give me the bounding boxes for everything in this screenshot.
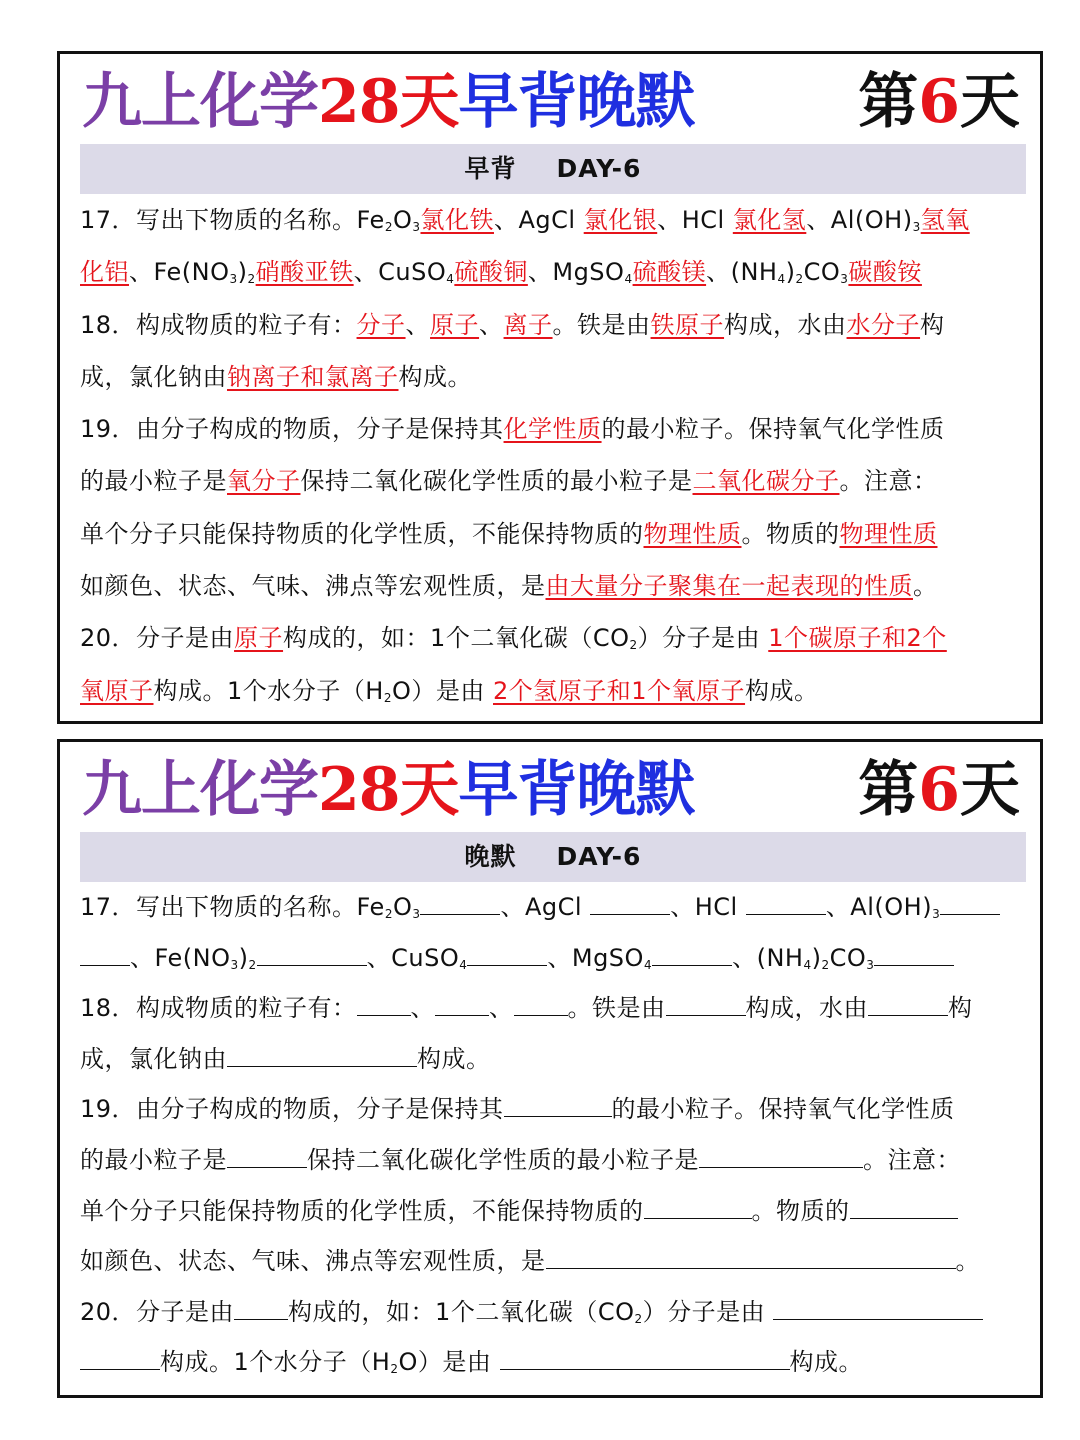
question-list — [60, 882, 1040, 1388]
answer: 硫酸镁 — [632, 258, 707, 287]
q19-line3: 单个分子只能保持物质的化学性质，不能保持物质的 。物质的 — [80, 1186, 1026, 1237]
title-day — [858, 60, 1020, 144]
answer: 氯化铁 — [420, 206, 494, 234]
answer-blank[interactable] — [666, 997, 746, 1016]
q17-line1: 17．写出下物质的名称。$Fe_2O_3$氯化铁、AgCl 氯化银、HCl 氯化氢、$Al(OH)_3$氢氧 — [80, 206, 970, 234]
section-label: 晚默 — [464, 842, 517, 871]
answer: 物理性质 — [643, 519, 742, 548]
q19-line1: 19．由分子构成的物质，分子是保持其 的最小粒子。保持氧气化学性质 — [80, 1095, 955, 1124]
answer-blank[interactable] — [644, 1200, 752, 1219]
answer-blank[interactable] — [435, 997, 489, 1016]
answer-blank[interactable] — [80, 947, 130, 966]
day-number: 6 — [918, 755, 960, 825]
answer: 二氧化碳分子 — [692, 467, 840, 496]
day-suffix: 天 — [960, 755, 1020, 825]
day-suffix: 天 — [960, 67, 1020, 137]
q18-line1: 18．构成物质的粒子有：分子、原子、离子。铁是由铁原子构成，水由水分子构 — [80, 310, 945, 339]
question-list — [60, 194, 1040, 717]
answer-blank[interactable] — [420, 896, 500, 915]
answer-blank[interactable] — [868, 997, 948, 1016]
answer: 由大量分子聚集在一起表现的性质 — [545, 572, 913, 601]
answer-blank[interactable] — [467, 947, 547, 966]
answer: 氯化银 — [583, 206, 658, 234]
q19-line1: 19．由分子构成的物质，分子是保持其化学性质的最小粒子。保持氧气化学性质 — [80, 415, 945, 444]
answer-blank[interactable] — [652, 947, 732, 966]
answer: 水分子 — [846, 310, 921, 339]
answer: 铁原子 — [650, 310, 725, 339]
q18-line2: 成，氯化钠由钠离子和氯离子构成。 — [80, 362, 472, 391]
title-part1: 九上化学 — [82, 67, 318, 137]
q18-line1: 18．构成物质的粒子有： 、 、 。铁是由 构成，水由 构 — [80, 994, 973, 1023]
answer-blank[interactable] — [590, 896, 670, 915]
answer-blank[interactable] — [773, 1301, 983, 1320]
day-prefix: 第 — [858, 755, 919, 825]
title-main — [82, 60, 695, 144]
q17-line1: 17．写出下物质的名称。$Fe_2O_3$ 、AgCl 、HCl 、$Al(OH)_3$ — [80, 882, 1026, 933]
section-label: 早背 — [464, 154, 517, 183]
section-header — [80, 144, 1026, 194]
day-prefix: 第 — [858, 67, 919, 137]
title-part3: 早背晚默 — [458, 67, 695, 137]
answer-blank[interactable] — [227, 1048, 417, 1067]
day-number: 6 — [918, 67, 960, 137]
answer: 离子 — [503, 310, 553, 339]
answer-blank[interactable] — [504, 1098, 612, 1117]
answer: 钠离子和氯离子 — [227, 362, 399, 391]
q18-line2: 成，氯化钠由 构成。 — [80, 1044, 491, 1073]
answer: 原子 — [234, 624, 284, 653]
answer-blank[interactable] — [234, 1301, 288, 1320]
answer: 氧原子 — [80, 676, 154, 705]
answer-blank[interactable] — [850, 1200, 958, 1219]
answer: 氯化氢 — [732, 206, 807, 234]
answer: 氢氧 — [920, 206, 970, 234]
title-part2: 28天 — [318, 755, 459, 825]
answer-blank[interactable] — [257, 947, 367, 966]
answer: 硝酸亚铁 — [255, 258, 354, 287]
q19-line4: 如颜色、状态、气味、沸点等宏观性质，是由大量分子聚集在一起表现的性质。 — [80, 572, 938, 601]
answer-blank[interactable] — [80, 1351, 160, 1370]
q20-line1: 20．分子是由原子构成的，如：1个二氧化碳$(CO_2)$分子是由 1个碳原子和2个 — [80, 624, 947, 653]
answer: 化铝 — [80, 258, 129, 287]
answer-blank[interactable] — [746, 896, 826, 915]
title-day — [858, 748, 1020, 832]
title-part1: 九上化学 — [82, 755, 318, 825]
title-part2: 28天 — [318, 67, 459, 137]
q19-line3: 单个分子只能保持物质的化学性质，不能保持物质的物理性质。物质的物理性质 — [80, 519, 938, 548]
section-day: DAY-6 — [556, 842, 642, 871]
q19-line4: 如颜色、状态、气味、沸点等宏观性质，是 。 — [80, 1247, 980, 1276]
answer-blank[interactable] — [699, 1149, 863, 1168]
answer-blank[interactable] — [227, 1149, 307, 1168]
answer: 原子 — [430, 310, 480, 339]
answer: 2个氢原子和1个氧原子 — [493, 676, 746, 705]
section-header — [80, 832, 1026, 882]
answer: 1个碳原子和2个 — [768, 624, 947, 653]
answer-blank[interactable] — [357, 997, 411, 1016]
q20-line2: 构成。1个水分子$(H_2O)$是由 构成。 — [80, 1337, 1026, 1388]
title-main — [82, 748, 695, 832]
q20-line1: 20．分子是由 构成的，如：1个二氧化碳$(CO_2)$分子是由 — [80, 1287, 1026, 1338]
answer: 氧分子 — [227, 467, 301, 496]
morning-recite-card — [57, 51, 1043, 724]
answer-blank[interactable] — [514, 997, 568, 1016]
q19-line2: 的最小粒子是氧分子保持二氧化碳化学性质的最小粒子是二氧化碳分子。注意： — [80, 467, 938, 496]
answer: 硫酸铜 — [454, 258, 528, 287]
title-part3: 早背晚默 — [458, 755, 695, 825]
answer: 物理性质 — [839, 519, 938, 548]
answer: 碳酸铵 — [848, 258, 922, 287]
page-title — [60, 60, 1040, 144]
q17-line2: 化铝、$Fe(NO_3)_2$硝酸亚铁、CuSO$_4$硫酸铜、MgSO$_4$硫酸镁、$(NH_4)_2CO_3$碳酸铵 — [80, 258, 922, 287]
answer: 化学性质 — [503, 415, 602, 444]
section-day: DAY-6 — [556, 154, 642, 183]
answer-blank[interactable] — [546, 1250, 956, 1269]
answer-blank[interactable] — [940, 896, 1000, 915]
evening-dictation-card — [57, 739, 1043, 1398]
q19-line2: 的最小粒子是 保持二氧化碳化学性质的最小粒子是 。注意： — [80, 1145, 961, 1174]
answer: 分子 — [356, 310, 406, 339]
answer-blank[interactable] — [500, 1351, 790, 1370]
page-title — [60, 748, 1040, 832]
q17-line2: 、$Fe(NO_3)_2$ 、CuSO$_4$ 、MgSO$_4$ 、$(NH_4)_2CO_3$ — [80, 933, 1026, 984]
answer-blank[interactable] — [874, 947, 954, 966]
q20-line2: 氧原子构成。1个水分子$(H_2O)$是由 2个氢原子和1个氧原子构成。 — [80, 676, 819, 705]
